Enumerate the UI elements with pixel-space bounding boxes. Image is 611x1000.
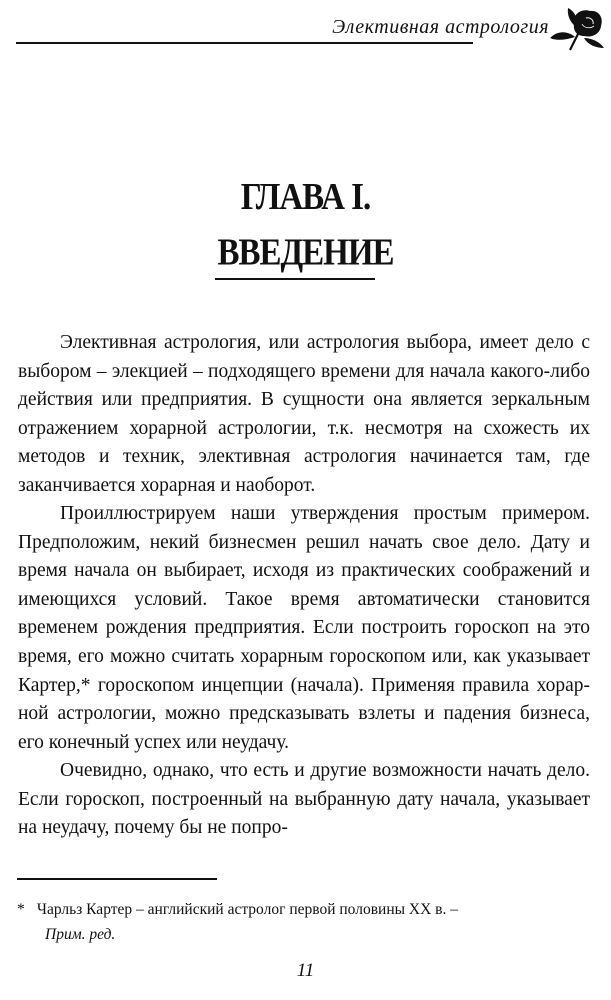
footnote-text: Чарльз Картер – английский астролог первой половины XX в. – (36, 901, 458, 918)
chapter-number: ГЛАВА I. (240, 176, 371, 219)
page-number: 11 (296, 960, 315, 981)
paragraph: Элективная астрология, или астрология выбора, имеет дело с выбором – элекцией – подходящего времени для начала какого-либо действия или предприятия. В сущности она является зеркальным отражением хорарной астрологии, т.к. несмотря на схожесть их методов и техник, элективная астрология начинается там, где заканчивается хорарная и наоборот. (18, 332, 590, 496)
chapter-title (0, 170, 611, 280)
chapter-name: ВВЕДЕНИЕ (217, 232, 394, 274)
paragraph: Очевидно, однако, что есть и другие возможности начать дело. Если гороскоп, построенный на выбранную дату начала, указывает на неудачу, почему бы не попро- (18, 760, 590, 839)
footnote-rule (17, 878, 217, 880)
footnote (17, 897, 577, 947)
footnote-marker: * (17, 901, 25, 918)
title-rule (215, 278, 375, 280)
body-text (18, 329, 590, 843)
footnote-editor-note: Прим. ред. (45, 926, 116, 943)
rose-icon (548, 4, 606, 52)
paragraph: Проиллюстрируем наши утверждения простым примером. Предположим, некий бизнесмен решил начать свое дело. Дату и время начала он выбирает, исходя из практических соображений и имеющихся условий. Такое время автоматически становится временем рождения предприятия. Если построить гороскоп на это время, его можно считать хорарным гороскопом или, как указывает Картер,* гороскопом инцепции (начала). Применяя правила хорарной астрологии, можно предсказывать взлеты и падения бизнеса, его конечный успех или неудачу. (18, 503, 590, 753)
running-head (16, 4, 606, 50)
running-head-rule (16, 42, 473, 44)
running-head-title: Элективная астрология (332, 16, 549, 38)
